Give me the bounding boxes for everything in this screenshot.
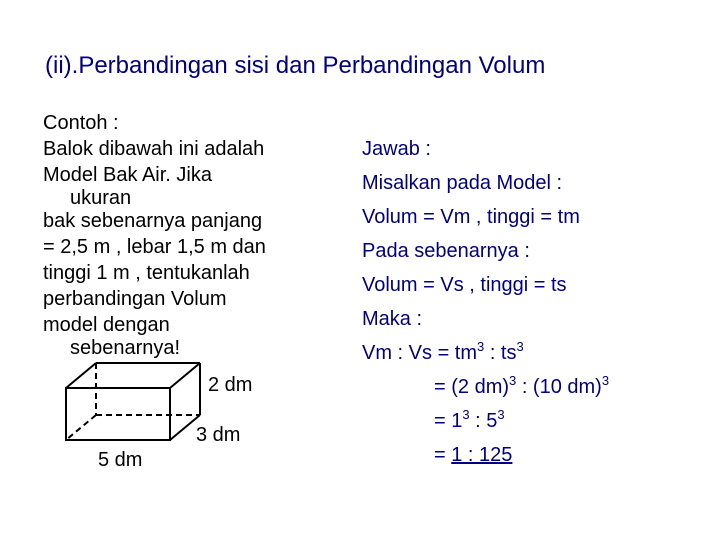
question-line: bak sebenarnya panjang (43, 210, 263, 232)
question-line: = 2,5 m , lebar 1,5 m dan (43, 236, 266, 258)
answer-text-part: = (2 dm) (434, 376, 510, 398)
question-line: perbandingan Volum (43, 288, 227, 310)
answer-text-part: : ts (484, 342, 517, 364)
question-line: Model Bak Air. Jika (43, 164, 212, 186)
exponent: 3 (601, 373, 610, 388)
width-label: 3 dm (196, 424, 241, 446)
answer-line (362, 438, 609, 472)
exponent: 3 (462, 407, 470, 422)
answer-text-part: : 5 (469, 410, 498, 432)
question-line: tinggi 1 m , tentukanlah (43, 262, 250, 284)
answer-line (362, 336, 609, 370)
question-line: sebenarnya! (70, 337, 181, 359)
answer-line: Volum = Vs , tinggi = ts (362, 274, 567, 296)
answer-text-part: = 1 (434, 410, 463, 432)
hidden-edge (66, 415, 96, 440)
answer-text (362, 132, 609, 472)
question-line: ukuran (70, 187, 132, 209)
question-text (43, 110, 343, 358)
question-line: model dengan (43, 314, 170, 336)
cuboid-figure (60, 360, 210, 445)
answer-line: Misalkan pada Model : (362, 172, 563, 194)
answer-text-part: : (10 dm) (516, 376, 602, 398)
answer-line: Jawab : (362, 138, 431, 160)
answer-line: Maka : (362, 308, 423, 330)
exponent: 3 (509, 373, 517, 388)
final-answer: 1 : 125 (451, 444, 513, 466)
answer-line: Pada sebenarnya : (362, 240, 530, 262)
slide-title: (ii).Perbandingan sisi dan Perbandingan Volum (45, 52, 546, 79)
question-line: Contoh : (43, 112, 119, 134)
exponent: 3 (497, 407, 505, 422)
answer-text-part: Vm : Vs = tm (362, 342, 478, 364)
answer-line (362, 370, 609, 404)
answer-text-part: = (434, 444, 452, 466)
exponent: 3 (516, 339, 524, 354)
exponent: 3 (477, 339, 485, 354)
question-line: Balok dibawah ini adalah (43, 138, 265, 160)
answer-line (362, 404, 609, 438)
length-label: 5 dm (98, 449, 143, 471)
height-label: 2 dm (208, 374, 253, 396)
answer-line: Volum = Vm , tinggi = tm (362, 206, 580, 228)
